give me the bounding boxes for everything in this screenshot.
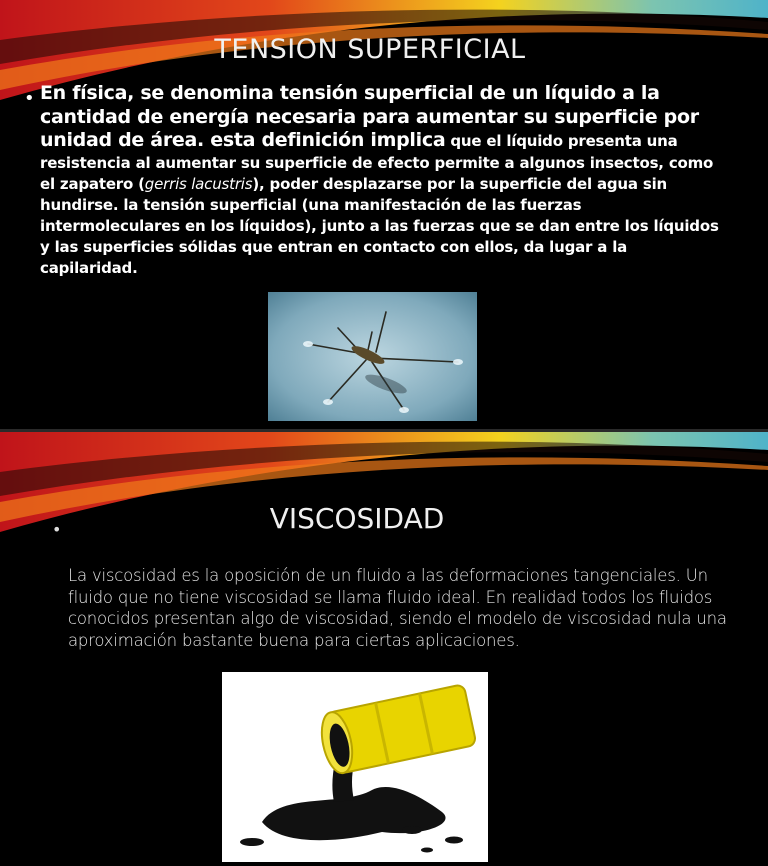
- oil-barrel-spill-illustration: [222, 672, 488, 862]
- water-strider-photo: [268, 292, 477, 421]
- slide-body-text: La viscosidad es la oposición de un fluido a las deformaciones tangenciales. Un fluido que no tiene viscosidad se llama fluido ideal. En realidad todos los fluidos conocidos presentan algo de viscosidad, siendo el modelo de viscosidad nula una aproximación bastante buena para ciertas aplicaciones.: [68, 566, 727, 650]
- slide-body-text: [40, 82, 725, 279]
- body-lead-text: En física, se denomina tensión superficial de un líquido a la cantidad de energía necesaria para aumentar su superficie por unidad de área. esta definición implica: [40, 82, 699, 151]
- bullet-marker: •: [24, 88, 35, 109]
- slide-title: VISCOSIDAD: [269, 502, 445, 535]
- bullet-marker: •: [52, 520, 62, 539]
- slide-viscosidad: [0, 432, 768, 866]
- slide-tension-superficial: [0, 0, 768, 430]
- body-rest-text-end: ), poder desplazarse por la superficie del agua sin hundirse. la tensión superficial (una manifestación de las fuerzas intermoleculares en los líquidos), junto a las fuerzas que se dan entre los líquidos y las superficies sólidas que entran en contacto con ellos, da lugar a la capilaridad.: [40, 174, 719, 277]
- body-rest-text: que el líquido presenta una resistencia al aumentar su superficie de efecto permite a algunos insectos, como el zapatero (: [40, 132, 714, 193]
- species-name: gerris lacustris: [144, 174, 253, 193]
- slide-title: TENSION SUPERFICIAL: [214, 34, 526, 65]
